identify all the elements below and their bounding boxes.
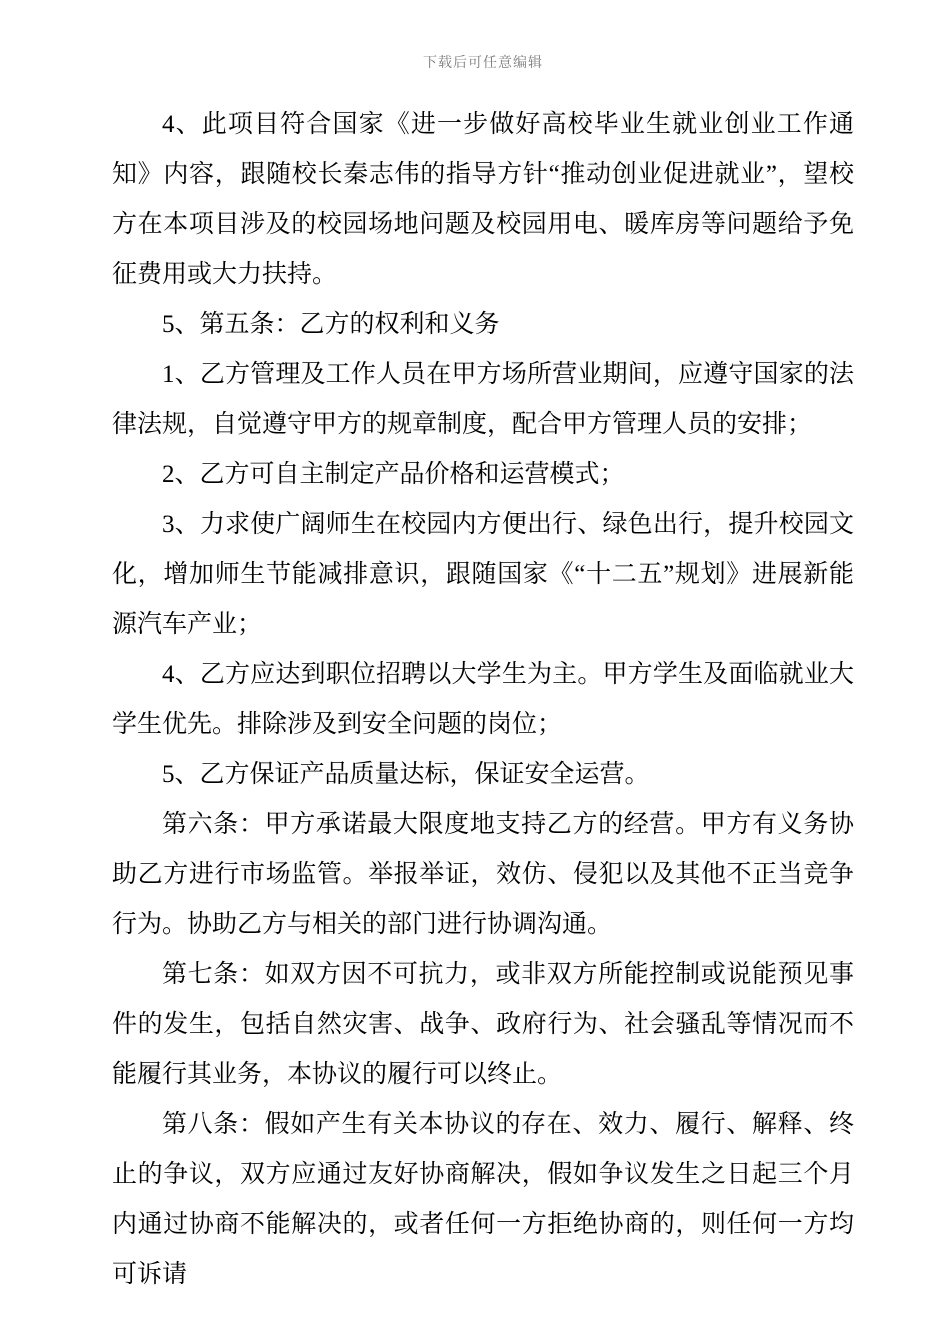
header-note: 下载后可任意编辑 [423,54,543,70]
paragraph: 4、乙方应达到职位招聘以大学生为主。甲方学生及面临就业大学生优先。排除涉及到安全问题的岗位； [112,661,854,738]
paragraph: 第八条：假如产生有关本协议的存在、效力、履行、解释、终止的争议，双方应通过友好协商解决，假如争议发生之日起三个月内通过协商不能解决的，或者任何一方拒绝协商的，则任何一方均可诉请 [112,1111,854,1288]
paragraph: 第七条：如双方因不可抗力，或非双方所能控制或说能预见事件的发生，包括自然灾害、战争、政府行为、社会骚乱等情况而不能履行其业务，本协议的履行可以终止。 [112,961,854,1088]
paragraph: 4、此项目符合国家《进一步做好高校毕业生就业创业工作通知》内容，跟随校长秦志伟的指导方针“推动创业促进就业”，望校方在本项目涉及的校园场地问题及校园用电、暖库房等问题给予免征费用或大力扶持。 [112,111,854,288]
paragraph: 5、第五条：乙方的权利和义务 [162,311,500,338]
document-body [112,100,854,1300]
paragraph: 5、乙方保证产品质量达标，保证安全运营。 [162,761,650,788]
paragraph: 1、乙方管理及工作人员在甲方场所营业期间，应遵守国家的法律法规，自觉遵守甲方的规章制度，配合甲方管理人员的安排； [112,361,854,438]
paragraph: 2、乙方可自主制定产品价格和运营模式； [162,461,625,488]
paragraph: 第六条：甲方承诺最大限度地支持乙方的经营。甲方有义务协助乙方进行市场监管。举报举证，效仿、侵犯以及其他不正当竞争行为。协助乙方与相关的部门进行协调沟通。 [112,811,854,938]
paragraph: 3、力求使广阔师生在校园内方便出行、绿色出行，提升校园文化，增加师生节能减排意识，跟随国家《“十二五”规划》进展新能源汽车产业； [112,511,854,638]
